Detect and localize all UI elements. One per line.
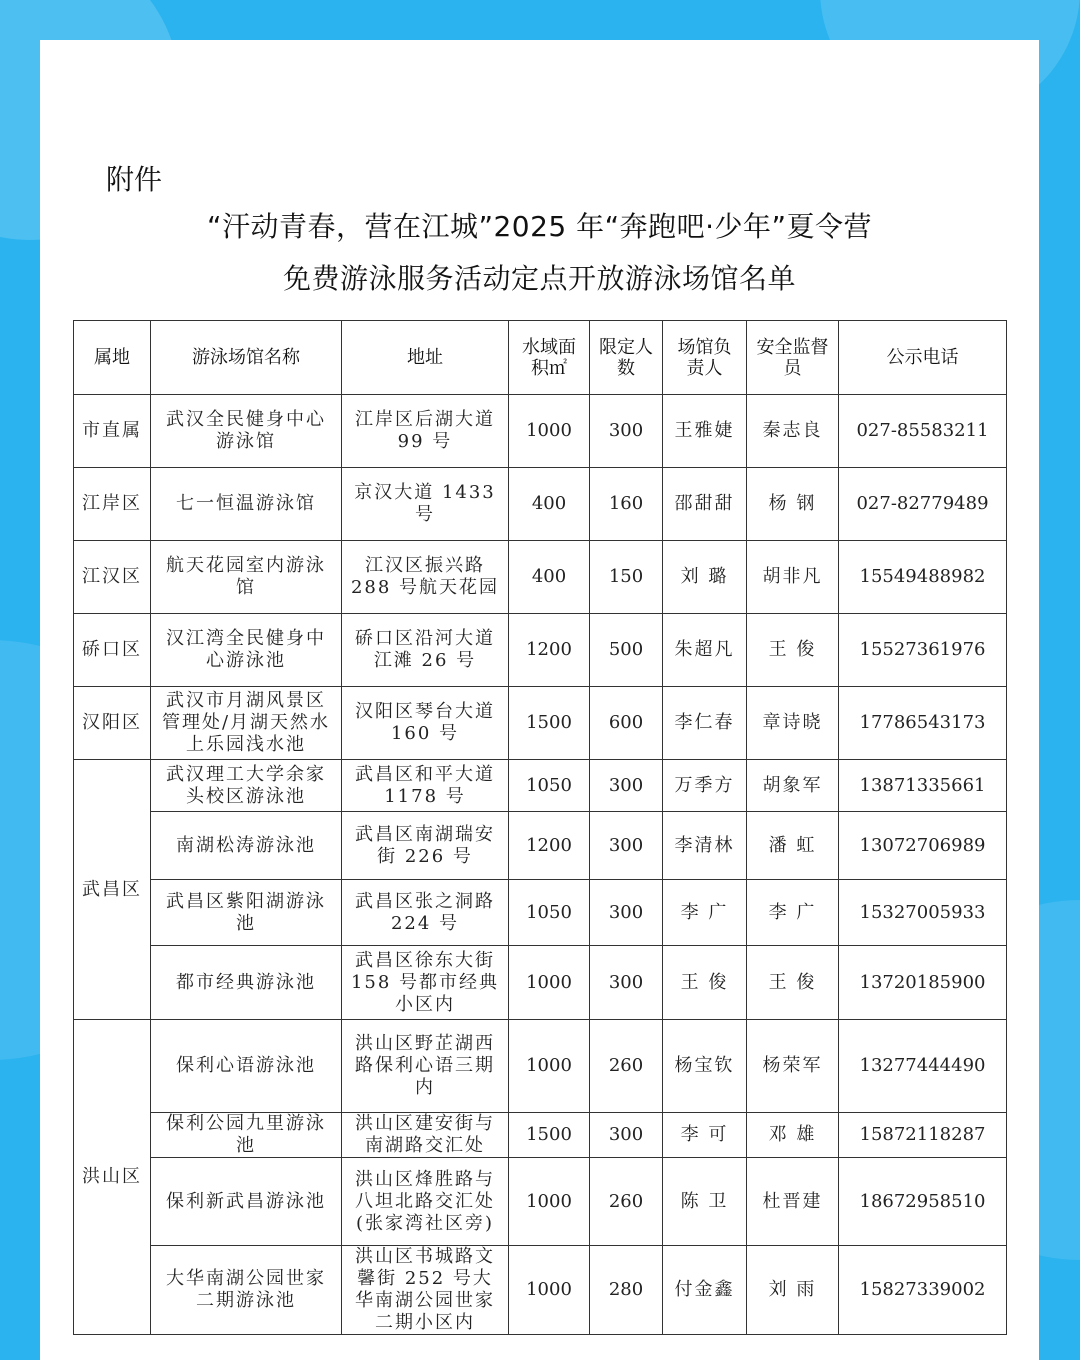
cell-manager: 杨宝钦 [663,1020,747,1113]
cell-phone: 18672958510 [839,1158,1007,1246]
document-page [40,40,1039,1360]
cell-manager: 王雅婕 [663,395,747,468]
cell-area: 1500 [509,687,590,760]
cell-phone: 15327005933 [839,880,1007,946]
table-row [74,1020,1007,1113]
table-row [74,468,1007,541]
table-row [74,946,1007,1020]
cell-venue-name: 武昌区紫阳湖游泳池 [151,880,342,946]
cell-manager: 李仁春 [663,687,747,760]
cell-manager: 陈 卫 [663,1158,747,1246]
cell-supervisor: 邓 雄 [747,1113,839,1158]
document-title-line-2: 免费游泳服务活动定点开放游泳场馆名单 [282,262,796,295]
cell-limit: 600 [590,687,663,760]
cell-manager: 朱超凡 [663,614,747,687]
cell-address: 汉阳区琴台大道 160 号 [342,687,509,760]
cell-address: 武昌区和平大道 1178 号 [342,760,509,812]
column-header-address: 地址 [342,321,509,395]
cell-phone: 13720185900 [839,946,1007,1020]
table-row [74,812,1007,880]
cell-phone: 13072706989 [839,812,1007,880]
cell-area: 1200 [509,812,590,880]
table-row [74,1246,1007,1335]
table-row [74,760,1007,812]
column-header-phone: 公示电话 [839,321,1007,395]
cell-supervisor: 王 俊 [747,614,839,687]
cell-limit: 300 [590,880,663,946]
table-row [74,395,1007,468]
cell-address: 武昌区南湖瑞安街 226 号 [342,812,509,880]
cell-district: 江汉区 [74,541,151,614]
cell-limit: 300 [590,395,663,468]
cell-district: 硚口区 [74,614,151,687]
column-header-limit: 限定人数 [590,321,663,395]
cell-address: 洪山区烽胜路与八坦北路交汇处(张家湾社区旁) [342,1158,509,1246]
cell-limit: 280 [590,1246,663,1335]
cell-manager: 李 可 [663,1113,747,1158]
cell-venue-name: 南湖松涛游泳池 [151,812,342,880]
document-title-line-1: “汗动青春，营在江城”2025 年“奔跑吧·少年”夏令营 [206,210,873,243]
cell-area: 1000 [509,395,590,468]
cell-area: 1500 [509,1113,590,1158]
cell-manager: 王 俊 [663,946,747,1020]
cell-address: 江汉区振兴路 288 号航天花园 [342,541,509,614]
cell-supervisor: 王 俊 [747,946,839,1020]
cell-address: 洪山区野芷湖西路保利心语三期内 [342,1020,509,1113]
cell-supervisor: 秦志良 [747,395,839,468]
cell-supervisor: 杜晋建 [747,1158,839,1246]
cell-district: 汉阳区 [74,687,151,760]
cell-area: 1050 [509,760,590,812]
cell-manager: 邵甜甜 [663,468,747,541]
cell-manager: 万季方 [663,760,747,812]
cell-area: 400 [509,541,590,614]
cell-phone: 17786543173 [839,687,1007,760]
cell-limit: 300 [590,1113,663,1158]
cell-venue-name: 武汉全民健身中心游泳馆 [151,395,342,468]
cell-area: 1050 [509,880,590,946]
cell-limit: 300 [590,760,663,812]
cell-venue-name: 武汉理工大学余家头校区游泳池 [151,760,342,812]
cell-supervisor: 刘 雨 [747,1246,839,1335]
cell-district: 武昌区 [74,760,151,1020]
cell-manager: 刘 璐 [663,541,747,614]
cell-venue-name: 七一恒温游泳馆 [151,468,342,541]
cell-limit: 160 [590,468,663,541]
table-row [74,1113,1007,1158]
cell-supervisor: 胡象军 [747,760,839,812]
column-header-manager: 场馆负责人 [663,321,747,395]
column-header-supervisor: 安全监督员 [747,321,839,395]
cell-venue-name: 武汉市月湖风景区管理处/月湖天然水上乐园浅水池 [151,687,342,760]
attachment-label: 附件 [106,163,163,196]
cell-venue-name: 保利心语游泳池 [151,1020,342,1113]
cell-phone: 13871335661 [839,760,1007,812]
table-row [74,880,1007,946]
cell-venue-name: 都市经典游泳池 [151,946,342,1020]
cell-supervisor: 章诗晓 [747,687,839,760]
cell-limit: 300 [590,946,663,1020]
table-row [74,614,1007,687]
cell-phone: 027-85583211 [839,395,1007,468]
cell-supervisor: 潘 虹 [747,812,839,880]
cell-limit: 500 [590,614,663,687]
cell-address: 江岸区后湖大道 99 号 [342,395,509,468]
cell-address: 京汉大道 1433 号 [342,468,509,541]
cell-area: 1000 [509,946,590,1020]
cell-phone: 15527361976 [839,614,1007,687]
cell-address: 武昌区徐东大街 158 号都市经典小区内 [342,946,509,1020]
cell-venue-name: 保利公园九里游泳池 [151,1113,342,1158]
cell-limit: 150 [590,541,663,614]
column-header-name: 游泳场馆名称 [151,321,342,395]
cell-area: 1000 [509,1158,590,1246]
cell-supervisor: 杨荣军 [747,1020,839,1113]
cell-phone: 15827339002 [839,1246,1007,1335]
cell-limit: 300 [590,812,663,880]
cell-limit: 260 [590,1158,663,1246]
table-row [74,541,1007,614]
column-header-area: 水域面积㎡ [509,321,590,395]
cell-supervisor: 胡非凡 [747,541,839,614]
cell-supervisor: 杨 钢 [747,468,839,541]
cell-district: 洪山区 [74,1020,151,1335]
cell-address: 武昌区张之洞路 224 号 [342,880,509,946]
column-header-district: 属地 [74,321,151,395]
cell-venue-name: 大华南湖公园世家二期游泳池 [151,1246,342,1335]
table-row [74,687,1007,760]
venue-table [73,320,1007,1335]
cell-area: 1200 [509,614,590,687]
cell-address: 硚口区沿河大道江滩 26 号 [342,614,509,687]
cell-phone: 15549488982 [839,541,1007,614]
cell-phone: 15872118287 [839,1113,1007,1158]
cell-address: 洪山区书城路文馨街 252 号大华南湖公园世家二期小区内 [342,1246,509,1335]
table-header-row [74,321,1007,395]
cell-manager: 李清林 [663,812,747,880]
cell-venue-name: 航天花园室内游泳馆 [151,541,342,614]
cell-area: 1000 [509,1246,590,1335]
cell-venue-name: 汉江湾全民健身中心游泳池 [151,614,342,687]
cell-area: 1000 [509,1020,590,1113]
cell-manager: 李 广 [663,880,747,946]
cell-phone: 027-82779489 [839,468,1007,541]
cell-limit: 260 [590,1020,663,1113]
cell-address: 洪山区建安街与南湖路交汇处 [342,1113,509,1158]
cell-phone: 13277444490 [839,1020,1007,1113]
cell-manager: 付金鑫 [663,1246,747,1335]
cell-supervisor: 李 广 [747,880,839,946]
cell-venue-name: 保利新武昌游泳池 [151,1158,342,1246]
cell-district: 市直属 [74,395,151,468]
cell-area: 400 [509,468,590,541]
table-row [74,1158,1007,1246]
cell-district: 江岸区 [74,468,151,541]
